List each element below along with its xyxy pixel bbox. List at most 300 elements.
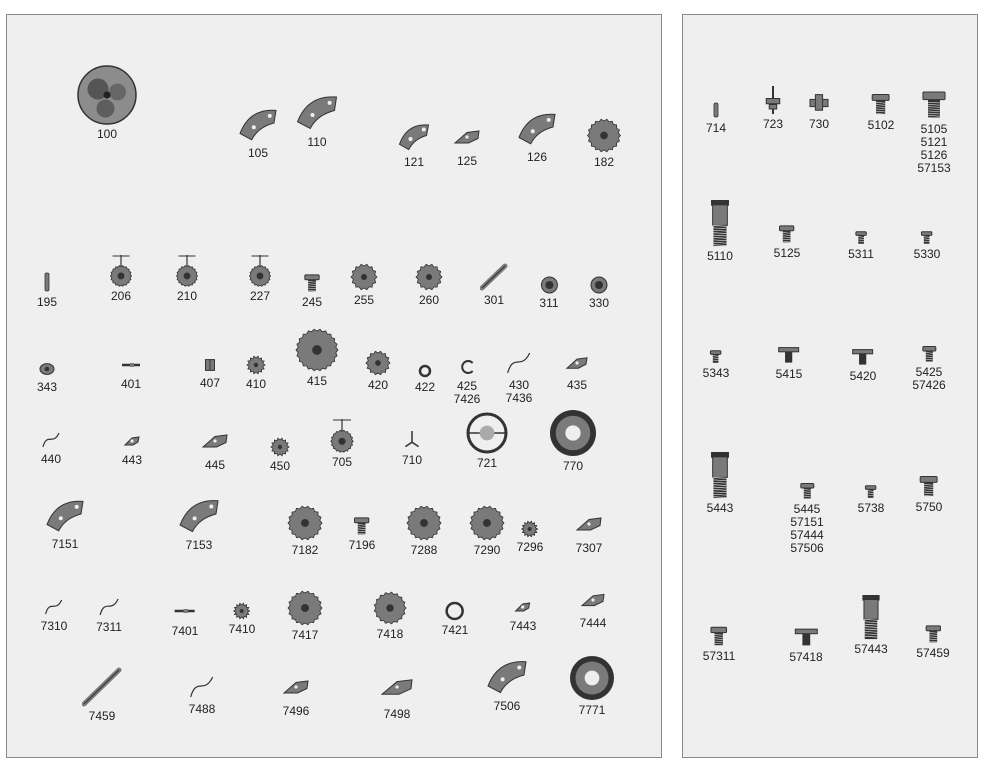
part-number-label — [404, 156, 424, 169]
part-440 — [41, 430, 61, 466]
arm-icon — [82, 667, 122, 707]
part-7444 — [579, 586, 607, 630]
part-number-label — [484, 294, 504, 307]
part-number: 7196 — [348, 538, 376, 552]
part-723 — [758, 85, 788, 131]
part-number-label — [576, 542, 603, 555]
part-number: 410 — [245, 377, 267, 391]
part-7771 — [569, 655, 615, 717]
part-number-label — [517, 541, 544, 554]
lever-icon — [452, 122, 482, 152]
gear-icon — [287, 505, 323, 541]
part-7410 — [229, 602, 256, 636]
part-number: 7444 — [579, 616, 607, 630]
part-401 — [121, 355, 141, 391]
part-number-label — [454, 380, 481, 406]
part-number-label — [186, 539, 213, 552]
part-number: 7498 — [383, 707, 411, 721]
part-number: 57459 — [916, 646, 950, 660]
screw-icon — [351, 514, 373, 536]
part-245 — [301, 271, 323, 309]
part-number: 770 — [562, 459, 584, 473]
part-number: 440 — [40, 452, 62, 466]
screw-icon — [707, 623, 731, 647]
part-number-label — [539, 297, 558, 310]
lever-icon — [564, 350, 590, 376]
part-number: 5110 — [707, 249, 733, 263]
part-7498 — [379, 669, 415, 721]
part-number-label — [774, 247, 801, 260]
flat-screw-icon — [851, 343, 875, 367]
part-255 — [350, 263, 378, 307]
bridge-icon — [485, 653, 529, 697]
part-210 — [170, 253, 204, 303]
part-number: 125 — [456, 154, 478, 168]
part-number: 5343 — [702, 366, 730, 380]
part-number-label — [97, 128, 117, 141]
wheel-icon — [324, 417, 360, 453]
part-number: 5330 — [913, 247, 941, 261]
part-number: 705 — [331, 455, 353, 469]
part-5125 — [774, 222, 801, 260]
part-number: 195 — [36, 295, 58, 309]
part-number-label — [292, 629, 319, 642]
part-710 — [401, 429, 423, 467]
part-number-label — [411, 544, 438, 557]
part-number: 5443 — [706, 501, 734, 515]
part-7421 — [442, 601, 469, 637]
part-number: 7418 — [376, 627, 404, 641]
part-number-label — [858, 502, 885, 515]
bridge-icon — [237, 102, 279, 144]
part-number: 260 — [418, 293, 440, 307]
part-57459 — [916, 622, 949, 660]
part-number-label — [580, 617, 607, 630]
gear-icon — [270, 437, 290, 457]
part-number: 430 — [508, 378, 530, 392]
bridge-icon — [516, 106, 558, 148]
part-number-label — [776, 368, 803, 381]
bridge-icon — [44, 493, 86, 535]
part-5445 — [790, 480, 823, 555]
part-number-label — [177, 290, 197, 303]
part-number: 5125 — [773, 246, 801, 260]
part-57418 — [789, 622, 822, 664]
part-number-label — [41, 453, 61, 466]
part-number-label — [474, 544, 501, 557]
part-number: 182 — [593, 154, 615, 169]
part-number-label — [457, 155, 477, 168]
part-410 — [246, 355, 266, 391]
part-number: 5425 — [915, 365, 943, 379]
part-5420 — [850, 343, 877, 383]
part-number: 7410 — [228, 622, 256, 636]
part-number: 7443 — [509, 619, 537, 633]
part-number: 57426 — [912, 378, 946, 392]
part-number-label — [707, 250, 733, 263]
part-number-label — [368, 379, 388, 392]
part-407 — [200, 356, 220, 390]
part-415 — [295, 328, 339, 388]
bridge-icon — [397, 118, 432, 153]
part-number: 7421 — [441, 623, 469, 637]
part-number: 7151 — [51, 537, 79, 551]
part-number: 7310 — [40, 619, 68, 633]
part-number-label — [200, 377, 220, 390]
part-number: 450 — [269, 459, 291, 473]
part-number-label — [402, 454, 422, 467]
nut-icon — [38, 360, 56, 378]
part-number: 330 — [588, 296, 610, 310]
part-number: 445 — [204, 458, 226, 472]
screw-icon — [919, 229, 935, 245]
part-number: 57444 — [790, 528, 824, 542]
wheel-icon — [170, 253, 204, 287]
part-number-label — [111, 290, 131, 303]
part-7290 — [469, 505, 505, 557]
part-number-label — [706, 122, 726, 135]
part-5311 — [848, 229, 874, 261]
part-number-label — [419, 294, 439, 307]
part-435 — [564, 350, 590, 392]
part-number-label — [205, 459, 225, 472]
part-7417 — [287, 590, 323, 642]
part-number: 407 — [199, 376, 221, 390]
part-number: 5311 — [848, 247, 874, 261]
part-number: 401 — [120, 377, 142, 391]
jewel-icon — [590, 276, 608, 294]
part-number: 422 — [414, 380, 436, 394]
part-420 — [365, 350, 391, 392]
part-number: 5738 — [857, 501, 885, 515]
part-number-label — [246, 378, 266, 391]
part-number: 57153 — [917, 161, 951, 175]
part-number-label — [302, 296, 322, 309]
part-260 — [415, 263, 443, 307]
gear-icon — [350, 263, 378, 291]
part-number: 7290 — [473, 543, 501, 557]
bridge-icon — [295, 88, 340, 133]
part-number-label — [917, 123, 950, 175]
part-5443 — [696, 451, 744, 515]
gear-icon — [246, 355, 266, 375]
part-number: 5415 — [775, 367, 803, 381]
part-number-label — [850, 370, 877, 383]
part-7196 — [349, 514, 376, 552]
part-number-label — [703, 367, 730, 380]
long-screw-icon — [696, 199, 744, 247]
wheel-icon — [243, 253, 277, 287]
part-number-label — [121, 378, 141, 391]
part-number: 57311 — [702, 649, 736, 663]
part-5738 — [858, 483, 885, 515]
stud-icon — [807, 91, 831, 115]
part-number: 105 — [247, 146, 269, 160]
screw-icon — [708, 348, 724, 364]
part-number-label — [189, 703, 216, 716]
spring-icon — [44, 597, 64, 617]
part-5425 — [912, 343, 945, 392]
movement-parts-panel — [6, 14, 662, 758]
lever-icon — [281, 672, 311, 702]
part-57311 — [703, 623, 735, 663]
part-number-label — [527, 151, 547, 164]
part-number: 721 — [476, 456, 498, 470]
part-number: 415 — [306, 374, 328, 388]
part-number-label — [172, 625, 199, 638]
part-105 — [237, 102, 279, 160]
part-number-label — [52, 538, 79, 551]
part-number-label — [790, 503, 823, 555]
movement-plate-icon — [77, 65, 137, 125]
part-5415 — [776, 341, 803, 381]
part-7153 — [177, 492, 221, 552]
part-5750 — [916, 472, 943, 514]
part-7311 — [96, 596, 122, 634]
long-screw-icon — [848, 594, 894, 640]
part-number: 7771 — [578, 703, 606, 717]
part-number-label — [703, 650, 735, 663]
part-5102 — [868, 90, 895, 132]
part-number-label — [332, 456, 352, 469]
part-126 — [516, 106, 558, 164]
part-number: 110 — [307, 134, 327, 149]
part-number-label — [848, 248, 874, 261]
part-number: 121 — [403, 154, 425, 169]
part-number-label — [789, 651, 822, 664]
part-number: 57151 — [790, 515, 824, 529]
screws-panel — [682, 14, 978, 758]
ring-icon — [418, 364, 432, 378]
part-number: 710 — [401, 453, 423, 467]
part-450 — [270, 437, 290, 473]
part-301 — [480, 263, 508, 307]
part-number-label — [854, 643, 887, 656]
part-number: 7459 — [88, 709, 116, 723]
spring-icon — [506, 350, 532, 376]
part-7506 — [485, 653, 529, 713]
part-number-label — [307, 136, 326, 149]
fork-icon — [401, 429, 423, 451]
part-number: 730 — [808, 117, 830, 131]
part-7307 — [574, 509, 604, 555]
part-7288 — [406, 505, 442, 557]
part-770 — [549, 409, 597, 473]
wheel-icon — [104, 253, 138, 287]
lever-icon — [574, 509, 604, 539]
part-330 — [589, 276, 609, 310]
part-195 — [36, 271, 58, 309]
part-number: 206 — [110, 289, 132, 303]
part-number-label — [594, 156, 614, 169]
part-number-label — [270, 460, 290, 473]
screw-icon — [863, 483, 879, 499]
part-7443 — [510, 597, 537, 633]
gear-icon — [287, 590, 323, 626]
part-7418 — [373, 591, 407, 641]
part-number: 7288 — [410, 543, 438, 557]
spring-icon — [189, 674, 215, 700]
part-number: 227 — [249, 289, 271, 303]
part-number: 343 — [36, 380, 58, 394]
stem-icon — [121, 355, 141, 375]
part-number-label — [510, 620, 537, 633]
part-number: 210 — [176, 289, 198, 303]
lever-icon — [200, 426, 230, 456]
part-7296 — [517, 520, 544, 554]
screw-icon — [797, 480, 817, 500]
part-number-label — [122, 454, 142, 467]
gear-icon — [233, 602, 251, 620]
part-443 — [122, 431, 142, 467]
part-number: 311 — [539, 296, 559, 310]
part-57443 — [848, 594, 894, 656]
part-number: 7153 — [185, 538, 213, 552]
screw-icon — [868, 90, 894, 116]
part-number: 714 — [705, 121, 727, 135]
barrel-icon — [569, 655, 615, 701]
part-number: 435 — [566, 378, 588, 392]
gear-icon — [521, 520, 539, 538]
barrel-icon — [549, 409, 597, 457]
part-number-label — [506, 379, 533, 405]
gear-icon — [587, 118, 622, 153]
part-number-label — [283, 705, 310, 718]
balance-icon — [466, 412, 508, 454]
part-number-label — [89, 710, 116, 723]
flat-screw-icon — [777, 341, 801, 365]
part-number: 5126 — [920, 148, 948, 162]
lever-icon — [513, 597, 533, 617]
part-number-label — [377, 628, 404, 641]
part-number: 245 — [301, 295, 323, 309]
part-number-label — [707, 502, 734, 515]
clip-icon — [457, 357, 477, 377]
screw-icon — [922, 622, 944, 644]
part-number: 7436 — [505, 391, 533, 405]
part-number-label — [307, 375, 327, 388]
part-227 — [243, 253, 277, 303]
gear-icon — [295, 328, 339, 372]
part-730 — [807, 91, 831, 131]
part-110 — [295, 88, 340, 149]
part-5110 — [696, 199, 744, 263]
screw-icon — [916, 472, 942, 498]
flat-screw-icon — [793, 622, 819, 648]
pin-icon — [36, 271, 58, 293]
part-number-label — [567, 379, 587, 392]
part-7401 — [172, 600, 199, 638]
part-number: 7426 — [453, 392, 481, 406]
part-number-label — [37, 296, 57, 309]
lever-icon — [579, 586, 607, 614]
part-705 — [324, 417, 360, 469]
lever-icon — [379, 669, 415, 705]
spring-icon — [98, 596, 120, 618]
part-number: 425 — [456, 379, 478, 393]
part-number: 5750 — [915, 500, 943, 514]
part-number-label — [442, 624, 469, 637]
staff-icon — [758, 85, 788, 115]
part-number: 7307 — [575, 541, 603, 555]
part-number: 723 — [762, 117, 784, 131]
arm-icon — [480, 263, 508, 291]
gear-icon — [415, 263, 443, 291]
lever-icon — [122, 431, 142, 451]
part-number: 7401 — [171, 624, 199, 638]
part-125 — [452, 122, 482, 168]
part-number: 5105 — [920, 122, 948, 136]
part-number-label — [763, 118, 783, 131]
part-7151 — [44, 493, 86, 551]
part-number: 57506 — [790, 541, 824, 555]
screw-icon — [917, 86, 951, 120]
part-number-label — [349, 539, 376, 552]
part-number: 126 — [526, 150, 548, 164]
part-number: 7496 — [282, 704, 310, 718]
part-5330 — [914, 229, 941, 261]
part-311 — [539, 276, 558, 310]
part-number-label — [494, 700, 521, 713]
bridge-icon — [177, 492, 221, 536]
part-7459 — [82, 667, 122, 723]
part-182 — [587, 118, 622, 169]
part-100 — [77, 65, 137, 141]
gear-icon — [373, 591, 407, 625]
part-number: 7488 — [188, 702, 216, 716]
part-number: 443 — [121, 453, 143, 467]
part-number-label — [415, 381, 435, 394]
part-721 — [466, 412, 508, 470]
part-number-label — [868, 119, 895, 132]
part-number: 7506 — [493, 699, 521, 713]
part-number-label — [477, 457, 497, 470]
part-number: 5121 — [920, 135, 948, 149]
part-5105 — [917, 86, 951, 175]
part-number-label — [916, 501, 943, 514]
part-number: 301 — [483, 293, 505, 307]
part-number: 7182 — [291, 543, 319, 557]
part-7182 — [287, 505, 323, 557]
part-7496 — [281, 672, 311, 718]
part-714 — [706, 101, 726, 135]
screw-icon — [853, 229, 869, 245]
part-number: 57443 — [854, 642, 888, 656]
gear-icon — [406, 505, 442, 541]
part-5343 — [703, 348, 730, 380]
part-121 — [397, 118, 432, 169]
ring-icon — [445, 601, 465, 621]
part-number: 5445 — [793, 502, 821, 516]
part-7488 — [189, 674, 216, 716]
part-number-label — [916, 647, 949, 660]
spring-icon — [41, 430, 61, 450]
part-number-label — [384, 708, 411, 721]
part-number: 7311 — [96, 620, 122, 634]
part-422 — [415, 364, 435, 394]
part-425 — [454, 357, 481, 406]
part-number-label — [292, 544, 319, 557]
part-number-label — [354, 294, 374, 307]
part-number-label — [563, 460, 583, 473]
part-number-label — [579, 704, 606, 717]
part-number: 255 — [353, 293, 375, 307]
part-number: 100 — [96, 127, 118, 141]
part-206 — [104, 253, 138, 303]
part-430 — [506, 350, 533, 405]
pin-icon — [707, 101, 725, 119]
stem-icon — [174, 600, 196, 622]
